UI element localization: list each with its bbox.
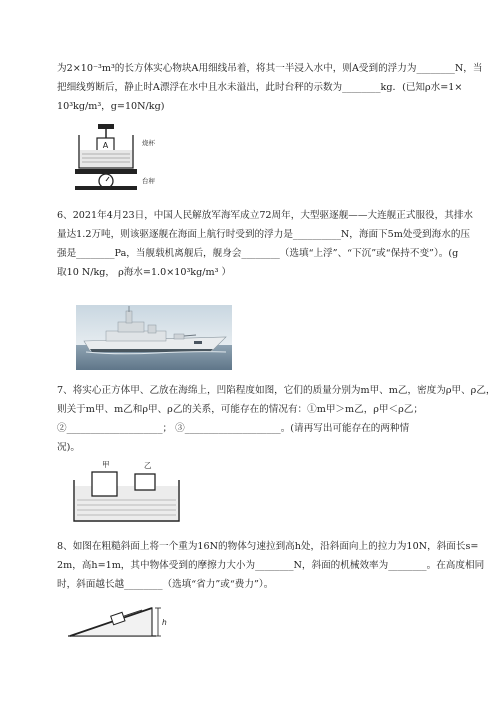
cube-yi	[135, 474, 155, 490]
beaker-scale-figure	[62, 123, 155, 193]
scale-pan	[75, 169, 137, 174]
sand-cup-label: 烧杯	[142, 139, 155, 147]
scale-base	[75, 186, 137, 190]
scale-label: 台秤	[142, 177, 155, 185]
q6-line-2: 量达1.2万吨，则该驱逐舰在海面上航行时受到的浮力是__________N，海面下5m处受到海水的压	[57, 229, 471, 240]
q5-line-1: 为2×10⁻³m³的长方体实心物块A用细线吊着，将其一半浸入水中，则A受到的浮力为________N，当	[57, 63, 483, 74]
gun-turret	[174, 334, 184, 339]
stand-top	[98, 124, 114, 129]
q7-line-2: 则关于m甲、m乙和ρ甲、ρ乙的关系，可能存在的情况有：①m甲＞m乙，ρ甲＜ρ乙；	[57, 404, 423, 415]
incline-figure	[66, 598, 172, 642]
cube-jia-label: 甲	[102, 460, 110, 469]
q8-line-3: 时，斜面越长越________（选填“省力”或“费力”）。	[57, 579, 274, 590]
block-a-label: A	[102, 141, 109, 150]
q5-line-2: 把细线剪断后，静止时A漂浮在水中且水未溢出，此时台秤的示数为________kg．(已知ρ水=1×	[57, 82, 463, 93]
q8-line-2: 2m，高h=1m，其中物体受到的摩擦力大小为________N，斜面的机械效率为________。在高度相同	[57, 560, 485, 571]
q8-line-1: 8、如图在粗糙斜面上将一个重为16N的物体匀速拉到高h处，沿斜面向上的拉力为10N，斜面长s=	[57, 541, 479, 552]
mast	[126, 311, 132, 323]
cube-jia	[92, 472, 117, 496]
q7-line-1: 7、将实心正方体甲、乙放在海绵上，凹陷程度如图，它们的质量分别为m甲、m乙，密度为ρ甲、ρ乙，	[57, 385, 496, 396]
q7-line-3: ②____________________； ③____________________。(请再写出可能存在的两种情	[57, 423, 410, 434]
cubes-on-sponge-figure	[72, 458, 182, 524]
destroyer-photo	[76, 305, 232, 370]
superstructure	[106, 331, 166, 341]
cube-yi-label: 乙	[144, 461, 152, 470]
water	[80, 150, 132, 167]
q6-line-1: 6、2021年4月23日，中国人民解放军海军成立72周年，大型驱逐舰——大连舰正式服役，其排水	[57, 210, 474, 221]
height-label: h	[162, 618, 167, 627]
q7-line-4: 况)。	[57, 442, 80, 453]
q5-line-3: 10³kg/m³，g=10N/kg)	[57, 101, 165, 112]
q6-line-4: 取10 N/kg， ρ海水=1.0×10³kg/m³ ）	[57, 267, 232, 278]
q6-line-3: 强是________Pa，当舰载机离舰后，舰身会________（选填“上浮”、“下沉”或“保持不变”）。(g	[57, 248, 459, 259]
